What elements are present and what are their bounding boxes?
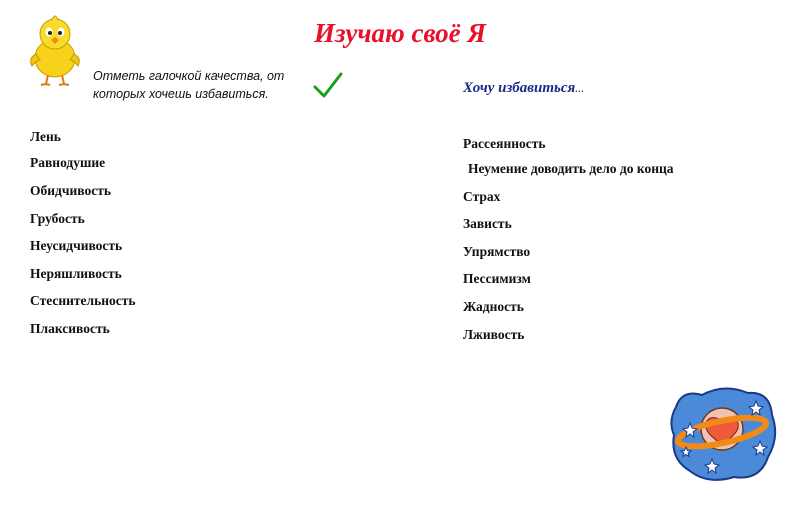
chick-icon (22, 12, 88, 86)
list-item[interactable]: Обидчивость (30, 183, 111, 198)
checkmark-icon (312, 70, 344, 102)
heart-planet-icon (668, 385, 780, 485)
list-item[interactable]: Неумение доводить дело до конца (468, 161, 674, 176)
list-item[interactable]: Плаксивость (30, 321, 110, 336)
right-heading-suffix: … (575, 84, 585, 94)
instruction-text: Отметь галочкой качества, от которых хочешь избавиться. (93, 69, 285, 101)
right-column-heading (463, 80, 584, 97)
list-item[interactable]: Пессимизм (463, 271, 531, 286)
right-heading-main: Хочу избавиться (463, 80, 576, 96)
list-item[interactable]: Грубость (30, 211, 85, 226)
list-item[interactable]: Рассеянность (463, 136, 546, 151)
list-item[interactable]: Зависть (463, 216, 512, 231)
list-item[interactable]: Страх (463, 189, 501, 204)
list-item[interactable]: Неусидчивость (30, 238, 123, 253)
page-title: Изучаю своё Я (314, 18, 486, 48)
list-item[interactable]: Лень (30, 129, 61, 144)
list-item[interactable]: Стеснительность (30, 293, 136, 308)
list-item[interactable]: Равнодушие (30, 155, 106, 170)
list-item[interactable]: Лживость (463, 327, 525, 342)
list-item[interactable]: Упрямство (463, 244, 531, 259)
list-item[interactable]: Неряшливость (30, 266, 122, 281)
list-item[interactable]: Жадность (463, 299, 524, 314)
